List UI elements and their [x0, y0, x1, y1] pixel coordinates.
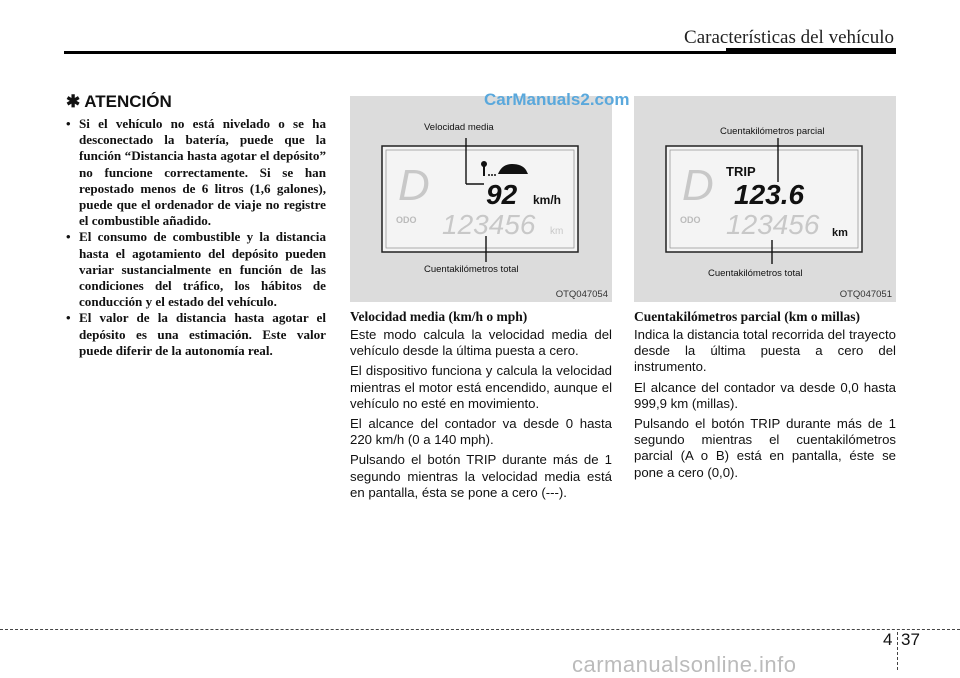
watermark-footer: carmanualsonline.info	[572, 652, 797, 677]
attention-box	[66, 92, 326, 359]
paragraph: Pulsando el botón TRIP durante más de 1 segundo mientras la velocidad media está en pantalla, ésta se pone a cero (---).	[350, 452, 612, 500]
figure-trip-odometer	[634, 96, 896, 302]
attention-item: • El consumo de combustible y la distancia hasta el agotamiento del depósito pueden variar sustancialmente en función de las condiciones del tráfico, los hábitos de conducción y el estado del vehículo.	[66, 229, 326, 310]
section-title: Velocidad media (km/h o mph)	[350, 309, 528, 324]
section-average-speed	[350, 309, 612, 505]
figure-code: OTQ047051	[839, 289, 892, 300]
display-unit: km/h	[533, 193, 562, 207]
cross-icon: ✱	[66, 92, 81, 111]
display-odo-unit: km	[832, 227, 848, 239]
label-average-speed: Velocidad media	[424, 122, 494, 133]
attention-item: • El valor de la distancia hasta agotar el depósito es una estimación. Este valor puede diferir de la autonomía real.	[66, 310, 326, 359]
attention-title: ATENCIÓN	[84, 92, 172, 111]
paragraph: El alcance del contador va desde 0,0 hasta 999,9 km (millas).	[634, 379, 896, 411]
page-header-title: Características del vehículo	[684, 27, 894, 48]
paragraph: Pulsando el botón TRIP durante más de 1 segundo mientras el cuentakilómetros parcial (A o B) está en pantalla, éste se pone a cero (0,0).	[634, 416, 896, 480]
attention-list	[66, 116, 326, 359]
paragraph: Este modo calcula la velocidad media del vehículo desde la última puesta a cero.	[350, 327, 612, 359]
figure-code: OTQ047054	[555, 289, 608, 300]
page-chapter: 4	[883, 630, 893, 649]
section-trip-odometer	[634, 309, 896, 485]
section-title: Cuentakilómetros parcial (km o millas)	[634, 309, 860, 324]
paragraph: El alcance del contador va desde 0 hasta 220 km/h (0 a 140 mph).	[350, 416, 612, 448]
label-total-odometer: Cuentakilómetros total	[424, 264, 519, 275]
page-number: 37	[901, 630, 920, 649]
page-separator	[897, 632, 898, 670]
display-odo-unit: km	[550, 226, 564, 237]
display-odometer: 123456	[442, 209, 536, 240]
paragraph: El dispositivo funciona y calcula la velocidad mientras el motor está encendido, aunque el vehículo no esté en movimiento.	[350, 363, 612, 411]
paragraph: Indica la distancia total recorrida del trayecto desde la última puesta a cero del instrumento.	[634, 327, 896, 375]
display-trip-value: 123.6	[734, 179, 805, 210]
label-total-odometer: Cuentakilómetros total	[708, 268, 803, 279]
display-average-speed: 92	[486, 179, 518, 210]
display-odo: ODO	[396, 215, 417, 225]
footer-rule	[0, 629, 960, 630]
header-rule-accent	[726, 48, 896, 54]
display-trip: TRIP	[726, 164, 756, 179]
attention-item: • Si el vehículo no está nivelado o se ha desconectado la batería, puede que la función “Distancia hasta agotar el depósito” no funcione correctamente. Si se han repostado menos de 6 litros (1,6 galones), puede que el ordenador de viaje no registre el combustible añadido.	[66, 116, 326, 229]
figure-average-speed	[350, 96, 612, 302]
display-gear: D	[398, 161, 430, 210]
watermark-logo: CarManuals2.com	[484, 90, 630, 109]
display-odo: ODO	[680, 215, 701, 225]
display-gear: D	[682, 161, 714, 210]
label-trip-odometer: Cuentakilómetros parcial	[720, 126, 825, 137]
display-odometer: 123456	[726, 209, 820, 240]
attention-heading	[66, 92, 326, 112]
